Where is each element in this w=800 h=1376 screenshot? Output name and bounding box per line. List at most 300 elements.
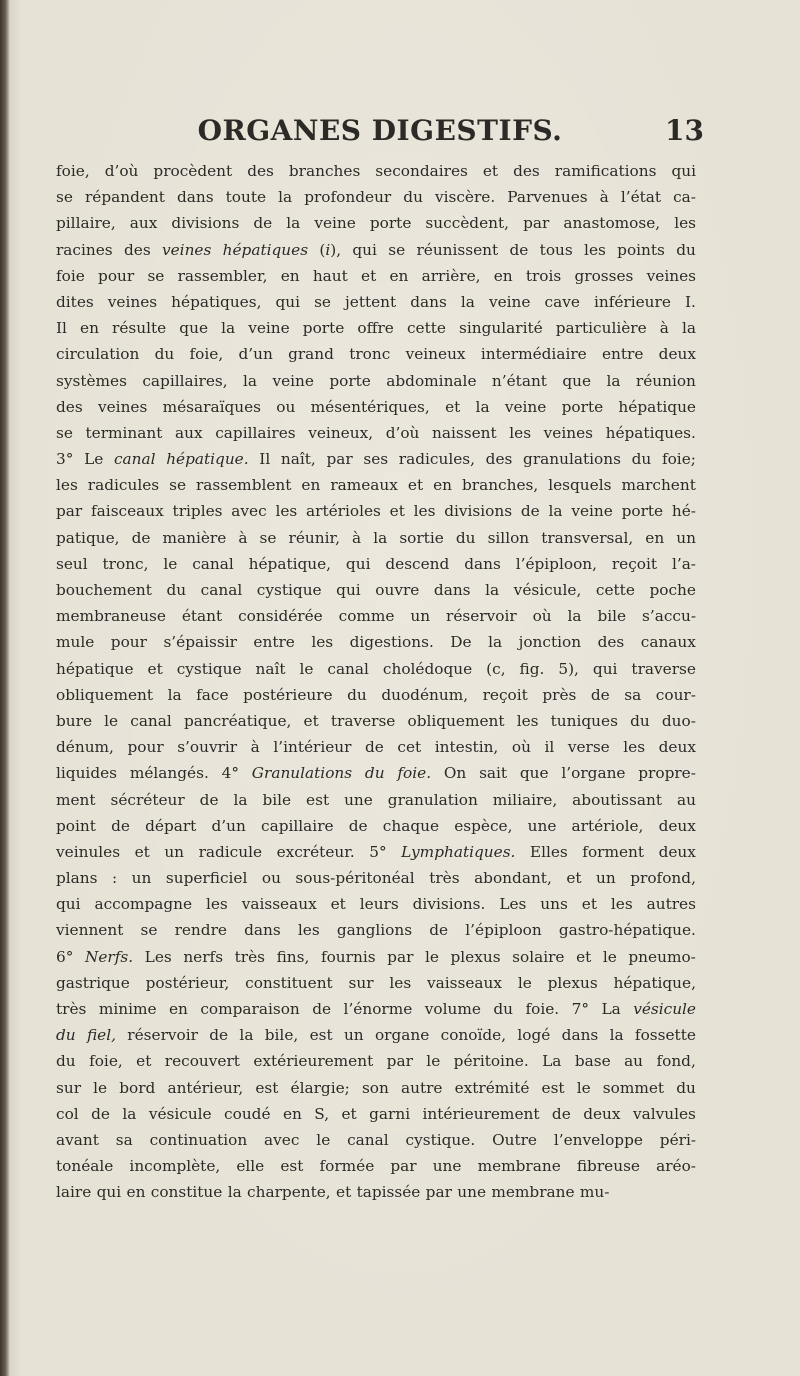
word: veines bbox=[97, 397, 148, 416]
word: foie; bbox=[661, 450, 696, 469]
word: Elles bbox=[529, 842, 568, 861]
word: hépatiques, bbox=[171, 292, 262, 311]
word: avec bbox=[264, 1130, 300, 1149]
word: et bbox=[341, 1104, 357, 1123]
word: points bbox=[617, 240, 665, 259]
word: un bbox=[596, 869, 616, 888]
word: la bbox=[227, 1183, 242, 1202]
word: est bbox=[306, 790, 330, 809]
word: se bbox=[169, 476, 187, 495]
word: péritoine. bbox=[453, 1052, 529, 1071]
word: vaisseaux bbox=[241, 895, 317, 914]
word: foie, bbox=[189, 345, 224, 364]
word: solaire bbox=[512, 947, 565, 966]
word: liquides bbox=[56, 764, 118, 783]
word: jonction bbox=[518, 633, 582, 652]
word: divisions bbox=[171, 214, 240, 233]
word: traverse bbox=[330, 711, 396, 730]
page-header bbox=[56, 114, 704, 148]
word: miliaire, bbox=[492, 790, 558, 809]
word: ment bbox=[56, 790, 96, 809]
word: du bbox=[154, 345, 175, 364]
word: qui bbox=[96, 1183, 122, 1202]
word: entre bbox=[253, 633, 295, 652]
word: canal bbox=[347, 1130, 389, 1149]
word: systèmes bbox=[56, 371, 127, 390]
word: l’intérieur bbox=[273, 738, 352, 757]
word: cour- bbox=[655, 685, 696, 704]
word: les bbox=[389, 973, 412, 992]
word: branches, bbox=[461, 476, 539, 495]
word: descend bbox=[385, 554, 450, 573]
word: porte bbox=[369, 214, 412, 233]
text-line bbox=[56, 1127, 696, 1153]
word: patique, bbox=[56, 528, 120, 547]
text-line bbox=[56, 760, 696, 786]
word: canal bbox=[113, 450, 156, 469]
word: la bbox=[609, 1026, 624, 1045]
word: circulation bbox=[56, 345, 140, 364]
word: racines bbox=[56, 240, 113, 259]
text-line bbox=[56, 708, 696, 734]
word: la bbox=[460, 292, 475, 311]
word: naissent bbox=[432, 423, 497, 442]
text-line bbox=[56, 1101, 696, 1127]
word: une bbox=[432, 1157, 462, 1176]
word: le bbox=[576, 1078, 591, 1097]
word: s’épaissir bbox=[163, 633, 237, 652]
word: divisions bbox=[444, 502, 513, 521]
word: au bbox=[676, 790, 696, 809]
word: La bbox=[542, 1052, 562, 1071]
word: abondant, bbox=[474, 869, 552, 888]
word: deux bbox=[658, 345, 696, 364]
word: 7° bbox=[571, 1000, 589, 1018]
text-line bbox=[56, 446, 696, 472]
word: et bbox=[361, 266, 377, 285]
word: bile, bbox=[264, 1026, 299, 1045]
word: qui bbox=[275, 292, 301, 311]
word: formée bbox=[319, 1157, 375, 1176]
word: dans bbox=[176, 188, 214, 207]
word: sait bbox=[479, 764, 508, 783]
word: radicule bbox=[198, 842, 263, 861]
word: Granulations bbox=[251, 764, 353, 783]
word: des bbox=[513, 162, 540, 180]
word: bile bbox=[262, 790, 292, 809]
word: membraneuse bbox=[56, 607, 166, 626]
word: ou bbox=[261, 869, 281, 888]
word: hépatiques. bbox=[605, 423, 696, 442]
word: point bbox=[56, 816, 96, 835]
word: les bbox=[56, 476, 78, 495]
word: les bbox=[205, 895, 228, 914]
word: de bbox=[429, 921, 449, 940]
word: la bbox=[278, 188, 293, 207]
word: par bbox=[523, 214, 550, 233]
word: et bbox=[330, 895, 346, 914]
word: mésaraïques bbox=[162, 397, 262, 416]
word: pour bbox=[127, 738, 164, 757]
word: le bbox=[163, 554, 178, 573]
word: valvules bbox=[632, 1104, 696, 1123]
word: le bbox=[93, 1078, 108, 1097]
word: postérieure bbox=[243, 685, 333, 704]
word: l’énorme bbox=[343, 1000, 413, 1018]
word: : bbox=[112, 869, 118, 888]
word: recouvert bbox=[164, 1052, 240, 1071]
word: face bbox=[196, 685, 229, 704]
word: hépatique, bbox=[613, 973, 696, 992]
word: foie bbox=[56, 266, 85, 285]
word: I. bbox=[684, 292, 696, 311]
word: fossette bbox=[634, 1026, 696, 1045]
word: les bbox=[623, 738, 646, 757]
word: accompagne bbox=[94, 895, 193, 914]
word: aux bbox=[129, 214, 158, 233]
word: excréteur. bbox=[276, 842, 355, 861]
running-title: ORGANES DIGESTIFS. bbox=[197, 114, 563, 147]
page-number: 13 bbox=[665, 114, 704, 147]
word: Les bbox=[499, 895, 527, 914]
word: secondaires bbox=[375, 162, 468, 180]
word: avec bbox=[231, 502, 267, 521]
word: rameaux bbox=[330, 476, 398, 495]
word: mu- bbox=[579, 1183, 610, 1202]
word: entre bbox=[601, 345, 644, 364]
word: en bbox=[282, 1104, 302, 1123]
text-line bbox=[56, 1075, 696, 1101]
word: bouchement bbox=[56, 581, 152, 599]
word: les bbox=[297, 921, 320, 940]
word: manière bbox=[162, 528, 227, 547]
word: capillaires, bbox=[142, 371, 228, 390]
word: un bbox=[131, 869, 152, 888]
word: du bbox=[364, 764, 385, 783]
word: reçoit bbox=[611, 554, 658, 573]
word: l’organe bbox=[561, 764, 626, 783]
word: la bbox=[475, 397, 490, 416]
word: aréo- bbox=[656, 1157, 696, 1176]
word: seul bbox=[56, 554, 88, 573]
word: veinules bbox=[56, 842, 121, 861]
word: veines bbox=[107, 292, 158, 311]
word: leurs bbox=[359, 895, 399, 914]
word: S, bbox=[314, 1104, 330, 1123]
word: rassemblent bbox=[196, 476, 292, 495]
word: veines bbox=[161, 240, 212, 259]
body-text bbox=[56, 158, 696, 1206]
word: réunion bbox=[635, 371, 696, 390]
text-line bbox=[56, 341, 696, 367]
word: qui bbox=[336, 581, 361, 599]
word: 5° bbox=[369, 842, 387, 861]
word: et bbox=[389, 502, 405, 521]
word: sur bbox=[348, 973, 374, 992]
word: coudé bbox=[224, 1104, 271, 1123]
word: foie. bbox=[397, 764, 432, 783]
word: Outre bbox=[492, 1130, 537, 1149]
word: de bbox=[312, 1000, 332, 1018]
word: comparaison bbox=[200, 1000, 300, 1018]
word: des bbox=[56, 397, 83, 416]
text-line bbox=[56, 891, 696, 917]
word: veines bbox=[646, 266, 696, 285]
word: On bbox=[443, 764, 467, 783]
word: et bbox=[336, 1183, 352, 1202]
text-line bbox=[56, 420, 696, 446]
word: par bbox=[387, 947, 414, 966]
word: reçoit bbox=[482, 685, 528, 704]
word: du bbox=[676, 1078, 696, 1097]
word: conoïde, bbox=[440, 1026, 507, 1045]
word: la bbox=[606, 371, 621, 390]
word: un bbox=[343, 1026, 364, 1045]
word: de bbox=[209, 1026, 229, 1045]
word: qui bbox=[352, 240, 377, 259]
word: et bbox=[147, 659, 163, 678]
word: triples bbox=[172, 502, 223, 521]
word: est bbox=[309, 1026, 333, 1045]
word: veine bbox=[571, 502, 613, 521]
word: la bbox=[567, 607, 582, 626]
text-line bbox=[56, 1153, 696, 1179]
word: continuation bbox=[149, 1130, 248, 1149]
word: incomplète, bbox=[129, 1157, 221, 1176]
word: à bbox=[250, 738, 260, 757]
text-line bbox=[56, 158, 696, 184]
word: volume bbox=[424, 1000, 481, 1018]
word: traverse bbox=[631, 659, 696, 678]
word: du bbox=[56, 1052, 76, 1071]
word: qui bbox=[592, 659, 618, 678]
word: l’état bbox=[620, 188, 662, 207]
word: de bbox=[131, 528, 151, 547]
word: faisceaux bbox=[91, 502, 164, 521]
text-line bbox=[56, 368, 696, 394]
word: il bbox=[544, 738, 555, 757]
word: singularité bbox=[459, 319, 543, 338]
word: du bbox=[56, 1026, 76, 1045]
word: anastomose, bbox=[563, 214, 661, 233]
word: de bbox=[199, 790, 219, 809]
word: mélangés. bbox=[129, 764, 209, 783]
word: où bbox=[532, 607, 552, 626]
word: fond, bbox=[656, 1052, 696, 1071]
word: viscère. bbox=[434, 188, 496, 207]
text-line bbox=[56, 315, 696, 341]
word: lesquels bbox=[548, 476, 612, 495]
word: est bbox=[255, 1078, 279, 1097]
word: La bbox=[601, 1000, 621, 1018]
word: s’ouvrir bbox=[177, 738, 238, 757]
word: ses bbox=[363, 450, 389, 469]
word: du bbox=[631, 450, 652, 469]
word: vésicule bbox=[148, 1104, 212, 1123]
text-line bbox=[56, 1022, 696, 1048]
word: les bbox=[584, 240, 606, 259]
word: extrémité bbox=[454, 1078, 530, 1097]
word: ca- bbox=[673, 188, 696, 207]
text-line bbox=[56, 237, 696, 263]
word: sa bbox=[624, 685, 642, 704]
word: constitue bbox=[150, 1183, 223, 1202]
word: un bbox=[676, 528, 696, 547]
word: du bbox=[455, 528, 476, 547]
word: granulations bbox=[523, 450, 621, 469]
word: cholédoque bbox=[382, 659, 473, 678]
word: divisions. bbox=[412, 895, 486, 914]
word: en bbox=[280, 266, 300, 285]
page-spine-shadow bbox=[0, 0, 10, 1376]
word: artériole, bbox=[571, 816, 644, 835]
word: les bbox=[311, 633, 334, 652]
word: 4° bbox=[221, 764, 239, 783]
word: hépatique, bbox=[248, 554, 332, 573]
word: elle bbox=[236, 1157, 265, 1176]
word: membrane bbox=[491, 1183, 575, 1202]
word: deux bbox=[583, 1104, 621, 1123]
word: du bbox=[347, 685, 367, 704]
word: que bbox=[179, 319, 208, 338]
word: ou bbox=[276, 397, 296, 416]
word: vésicule bbox=[633, 1000, 696, 1018]
word: se bbox=[147, 266, 165, 285]
word: une bbox=[344, 790, 373, 809]
text-line bbox=[56, 498, 696, 524]
word: pneumo- bbox=[628, 947, 696, 966]
word: col bbox=[56, 1104, 79, 1123]
word: la bbox=[167, 685, 182, 704]
word: hépatique bbox=[618, 397, 696, 416]
word: de bbox=[253, 214, 273, 233]
word: est bbox=[280, 1157, 304, 1176]
word: Le bbox=[84, 450, 104, 469]
word: son bbox=[361, 1078, 389, 1097]
word: par bbox=[425, 1183, 452, 1202]
word: fibreuse bbox=[576, 1157, 640, 1176]
word: le bbox=[424, 947, 439, 966]
word: avant bbox=[56, 1130, 99, 1149]
word: porte bbox=[302, 319, 345, 338]
word: réservoir bbox=[127, 1026, 198, 1045]
word: du bbox=[630, 711, 650, 730]
word: près bbox=[542, 685, 577, 704]
word: péri- bbox=[659, 1130, 696, 1149]
word: la bbox=[681, 319, 696, 338]
word: en bbox=[301, 476, 321, 495]
word: jettent bbox=[345, 292, 397, 311]
word: de bbox=[348, 816, 368, 835]
word: terminant bbox=[85, 423, 163, 442]
word: offre bbox=[357, 319, 394, 338]
word: un bbox=[410, 607, 431, 626]
word: marchent bbox=[621, 476, 696, 495]
word: (i), bbox=[319, 240, 342, 259]
word: deux bbox=[658, 816, 696, 835]
word: que bbox=[562, 371, 592, 390]
word: réunissent bbox=[416, 240, 499, 259]
word: dans bbox=[410, 292, 447, 311]
word: plexus bbox=[450, 947, 501, 966]
word: pillaire, bbox=[56, 214, 116, 233]
word: cystique bbox=[176, 659, 242, 678]
word: fiel, bbox=[86, 1026, 116, 1045]
word: par bbox=[326, 450, 353, 469]
word: veine bbox=[314, 214, 356, 233]
word: sécréteur bbox=[110, 790, 185, 809]
word: tapissée bbox=[356, 1183, 421, 1202]
word: le bbox=[602, 947, 617, 966]
word: viennent bbox=[56, 921, 124, 940]
word: veine bbox=[248, 319, 290, 338]
word: le bbox=[104, 711, 119, 730]
word: sa bbox=[115, 1130, 133, 1149]
word: procèdent bbox=[153, 162, 233, 180]
word: autres bbox=[646, 895, 696, 914]
text-line bbox=[56, 787, 696, 813]
word: canal bbox=[130, 711, 172, 730]
word: les bbox=[674, 214, 696, 233]
text-line bbox=[56, 1048, 696, 1074]
word: arrière, bbox=[421, 266, 481, 285]
word: verse bbox=[567, 738, 610, 757]
word: Parvenues bbox=[507, 188, 588, 207]
word: se bbox=[140, 921, 158, 940]
word: le bbox=[316, 1130, 331, 1149]
word: tous bbox=[539, 240, 573, 259]
word: la bbox=[485, 581, 500, 599]
word: sillon bbox=[487, 528, 530, 547]
word: Il bbox=[259, 450, 271, 469]
word: pour bbox=[110, 633, 147, 652]
text-line bbox=[56, 1179, 696, 1205]
text-line bbox=[56, 944, 696, 970]
word: répandent bbox=[84, 188, 165, 207]
text-line bbox=[56, 865, 696, 891]
word: pour bbox=[98, 266, 135, 285]
word: porte bbox=[329, 371, 371, 390]
word: ramifications bbox=[554, 162, 657, 180]
word: particulière bbox=[555, 319, 647, 338]
word: des bbox=[247, 162, 274, 180]
word: rendre bbox=[174, 921, 227, 940]
word: la bbox=[221, 319, 236, 338]
word: cette bbox=[406, 319, 446, 338]
word: duodénum, bbox=[381, 685, 469, 704]
word: et bbox=[566, 869, 582, 888]
word: les bbox=[413, 502, 436, 521]
word: gastro-hépatique. bbox=[558, 921, 696, 940]
word: bord bbox=[119, 1078, 156, 1097]
word: bile bbox=[597, 607, 627, 626]
word: gastrique bbox=[56, 973, 130, 992]
word: transversal, bbox=[541, 528, 634, 547]
word: hé- bbox=[671, 502, 696, 521]
word: tonéale bbox=[56, 1157, 114, 1176]
word: obliquement bbox=[407, 711, 505, 730]
word: forment bbox=[582, 842, 645, 861]
word: plans bbox=[56, 869, 98, 888]
word: et bbox=[576, 947, 592, 966]
word: profondeur bbox=[304, 188, 392, 207]
word: très bbox=[234, 947, 265, 966]
text-line bbox=[56, 184, 696, 210]
word: haut bbox=[312, 266, 348, 285]
text-line bbox=[56, 577, 696, 603]
text-line bbox=[56, 603, 696, 629]
word: succèdent, bbox=[425, 214, 510, 233]
